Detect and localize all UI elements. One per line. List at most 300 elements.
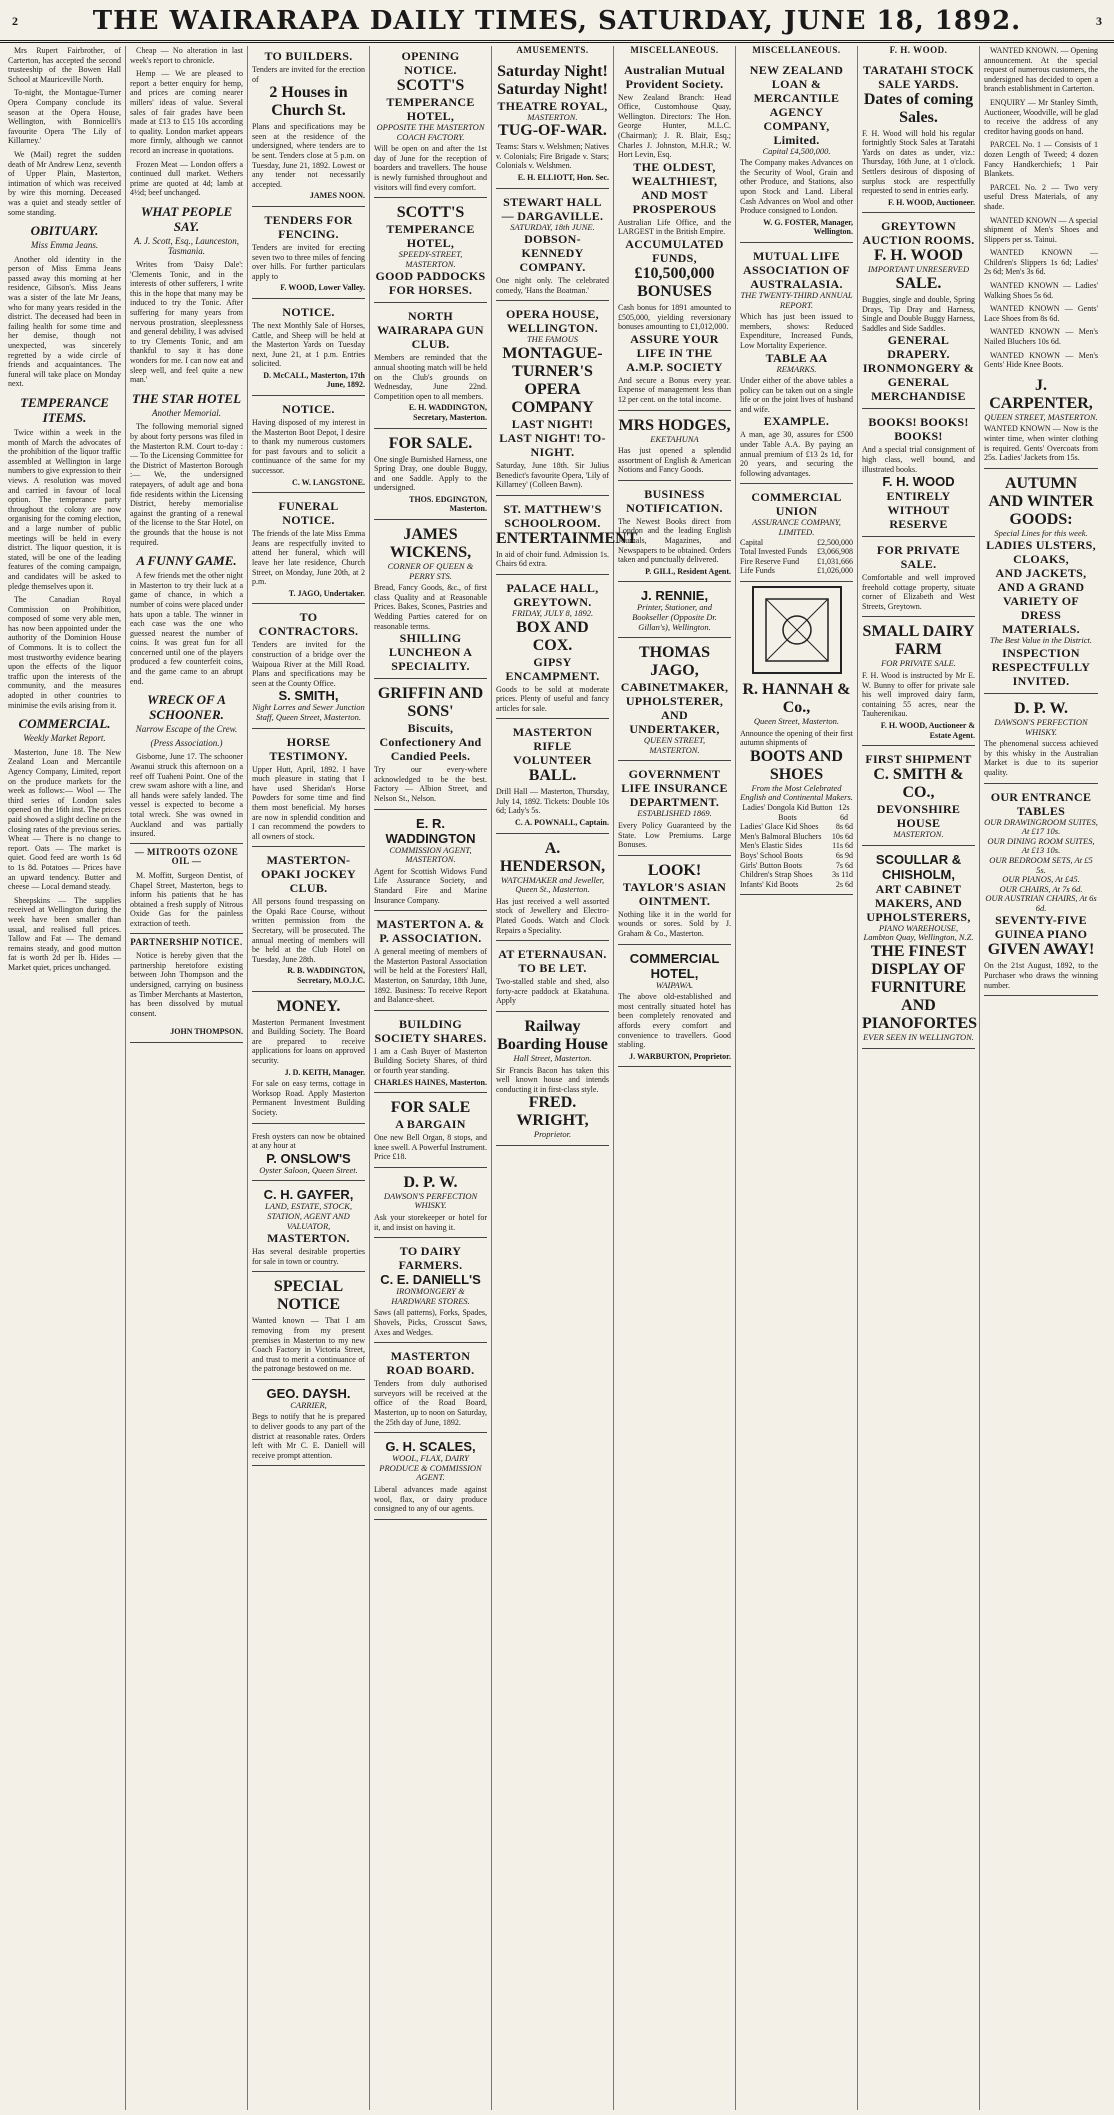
ad-signature: J. WARBURTON, Proprietor. <box>629 1051 731 1061</box>
price-value: 2s 6d <box>835 879 853 889</box>
ad-heading: — MITROOTS OZONE OIL — <box>134 846 239 867</box>
ad-headline: Saturday Night! Saturday Night! <box>497 62 608 98</box>
ad-subtitle: The Best Value in the District. <box>990 635 1092 646</box>
ad-autumn-winter <box>984 472 1098 694</box>
ad-subtitle: From the Most Celebrated English and Continental Makers. <box>740 782 853 803</box>
ad-body: Try our every-where acknowledged to be the best. Factory — Albion Street, and Nelson St., Nelson. <box>374 765 487 803</box>
ad-heading: DOBSON-KENNEDY COMPANY. <box>519 232 586 275</box>
news-item: Hemp — We are pleased to report a better enquiry for hemp, and prices are coming nearer millers' ideas of value. Several sales of fair grades have been made at £13 to £15 10s according to quality. London market appears more firmly, although we cannot record an increase in quotations. <box>130 69 243 155</box>
table-row <box>740 557 853 567</box>
ad-body: One single Burnished Harness, one Spring Dray, one double Buggy, and one Saddle. Apply to the undersigned. <box>374 454 487 493</box>
ad-stewart-hall <box>496 192 609 302</box>
classified-item: PARCEL No. 1 — Consists of 1 dozen Length of Tweed; 4 dozen Fancy Handkerchiefs; 1 Pair Blankets. <box>984 140 1098 179</box>
ad-heading: NEW ZEALAND LOAN & MERCANTILE AGENCY COMPANY, Limited. <box>749 62 844 147</box>
ad-subtitle: TEMPERANCE HOTEL, <box>386 222 475 251</box>
ad-heading: BUSINESS NOTIFICATION. <box>626 486 723 515</box>
divider <box>130 933 243 934</box>
news-item: Frozen Meat — London offers a continued dull market. Wethers prime are quoted at 4d; lamb at 4½d; beef unchanged. <box>130 159 243 198</box>
column-heading-fh-wood: F. H. WOOD. <box>889 45 948 55</box>
ad-headline: AUTUMN <box>1005 474 1077 492</box>
table-row <box>740 566 853 576</box>
ad-body: Goods to be sold at moderate prices. Plenty of useful and fancy articles for sale. <box>496 684 609 713</box>
classified-item: WANTED KNOWN — Children's Slippers 1s 6d; Ladies' 2s 6d; Men's 3s 6d. <box>984 248 1098 277</box>
ad-body: Will be open on and after the 1st day of June for the reception of boarders and travellers. The house is newly furnished throughout and visitors will find every comfort. <box>374 144 487 192</box>
ad-palace-hall <box>496 578 609 719</box>
ad-headline: BONUSES <box>637 282 712 300</box>
ad-oysters <box>252 1127 365 1182</box>
ad-body: Having disposed of my interest in the Masterton Boot Depot, I desire to thank my numerous customers for past favours and to solicit a continuance of the same for my successor. <box>252 418 365 476</box>
column-8 <box>858 46 980 2110</box>
ad-subtitle: EVER SEEN IN WELLINGTON. <box>863 1032 974 1042</box>
ad-heading: SEVENTY-FIVE GUINEA PIANO <box>994 913 1088 942</box>
ad-body: New Zealand Branch: Head Office, Customhouse Quay, Wellington. Directors: The Hon. George Hunter, M.L.C. (Chairman); J. R. Blair, Esq.; Charles J. Johnston, M.H.R.; W. Hort Levin, Esq. <box>618 92 731 160</box>
classified-item: WANTED KNOWN — Men's Gents' Hide Knee Boots. <box>984 350 1098 370</box>
price-row <box>740 841 853 851</box>
ad-heading: BOOKS! BOOKS! BOOKS! <box>868 415 969 444</box>
row-value: £2,500,000 <box>817 537 853 547</box>
ad-business-name: MONTAGUE-TURNER'S OPERA COMPANY <box>502 344 603 416</box>
ad-st-matthews <box>496 499 638 575</box>
ad-business-name: D. P. W. <box>403 1173 458 1191</box>
ad-subtitle: ART CABINET MAKERS, AND UPHOLSTERERS, <box>866 881 971 924</box>
ad-headline: BOX AND COX. <box>516 618 589 654</box>
price-row <box>740 803 853 822</box>
section-heading-star-hotel: THE STAR HOTEL <box>131 390 242 406</box>
ad-heading: COMMERCIAL UNION <box>751 490 842 519</box>
ad-daniells <box>374 1241 487 1343</box>
ad-signature: E. H. WADDINGTON, Secretary, Masterton. <box>408 403 487 422</box>
ad-heading: GREYTOWN AUCTION ROOMS. <box>862 219 975 248</box>
ad-subtitle: IRONMONGERY & HARDWARE STORES. <box>391 1286 470 1306</box>
ad-subtitle: TAYLOR'S ASIAN OINTMENT. <box>622 879 727 908</box>
ad-dpw-whisky-2 <box>984 697 1098 784</box>
price-row <box>740 822 853 832</box>
article-body: Writes from 'Daisy Dale': 'Clements Tonic, and in the interests of other sufferers, I write this in the hope that many may be induced to try the Tonic. After suffering for many years from nervous prostration, sleeplessness and general debility, I was advised to try Clements Tonic, and am thankful to say it has done wonders for me. I can now eat and sleep well, and feel quite a new man.' <box>130 260 243 385</box>
ad-subtitle: FOR PRIVATE SALE. <box>881 658 956 669</box>
ad-subtitle: Printer, Stationer, and Bookseller (Opposite Dr. Gillan's), Wellington. <box>632 602 717 632</box>
ad-place: OPPOSITE THE MASTERTON COACH FACTORY. <box>376 122 485 142</box>
column-heading-amusements: AMUSEMENTS. <box>516 45 589 55</box>
ad-body: Sir Francis Bacon has taken this well known house and intends conducting it in first-class style. <box>496 1065 609 1094</box>
page-number-right: 3 <box>1096 14 1102 28</box>
news-item: Mrs Rupert Fairbrother, of Carterton, has accepted the second trusteeship of the Bowen Hall School at Mauriceville North. <box>8 46 121 84</box>
ad-body: The Newest Books direct from London and the leading English Journals, Magazines, and Newspapers to be obtained. Orders taken and punctually delivered. <box>618 516 731 565</box>
ad-body: Has just opened a splendid assortment of English & American Notions and Fancy Goods. <box>618 446 731 475</box>
price-value: 12s 6d <box>838 802 850 822</box>
ad-business-name: G. H. SCALES, <box>385 1439 476 1455</box>
ad-heading: TENDERS FOR FENCING. <box>264 212 353 241</box>
ad-heading: Australian Mutual Provident Society. <box>624 62 725 91</box>
ad-subtitle: DAWSON'S PERFECTION WHISKY. <box>994 716 1088 737</box>
ad-subtitle: COMMISSION AGENT, MASTERTON. <box>389 844 472 865</box>
ad-signature: FRED. WRIGHT, <box>516 1094 589 1130</box>
ad-body: Under either of the above tables a policy can be taken out on a single life or on the joint lives of husband and wife. <box>740 376 853 414</box>
ad-place: MASTERTON. <box>527 111 578 122</box>
ad-signature: JOHN THOMPSON. <box>170 1027 243 1037</box>
ad-body: Has several desirable properties for sale in town or country. <box>252 1247 365 1266</box>
ad-body: Ask your storekeeper or hotel for it, and insist on having it. <box>374 1213 487 1232</box>
ad-nz-loan-mercantile <box>740 60 853 243</box>
ad-subtitle: CORNER OF QUEEN & PERRY STS. <box>387 561 474 581</box>
ad-subtitle: THE FAMOUS <box>526 334 579 345</box>
news-item: We (Mail) regret the sudden death of Mr Andrew Lenz, seventh of Upper Plain, Masterton, intimation of which was received by wire this morning. Deceased was a quiet and steady settler of some standing. <box>8 149 121 217</box>
ad-government-insurance <box>618 764 731 855</box>
ad-body: In aid of choir fund. Admission 1s. Chairs 6d extra. <box>496 549 609 569</box>
ad-funeral-notice <box>252 496 365 604</box>
section-heading-funny-game: A FUNNY GAME. <box>136 553 237 569</box>
column-1 <box>4 46 126 2110</box>
ad-body: M. Moffitt, Surgeon Dentist, of Chapel Street, Masterton, begs to inform his patients that he has obtained a fresh supply of Nitrous Oxide Gas for the painless extraction of teeth. <box>130 870 243 928</box>
ad-subtitle: THE TWENTY-THIRD ANNUAL REPORT. <box>740 289 853 310</box>
ad-opera-house <box>496 304 609 495</box>
ad-body: Every Policy Guaranteed by the State. Low Premiums. Large Bonuses. <box>618 821 731 850</box>
column-2 <box>126 46 248 2110</box>
ad-notice <box>252 399 365 493</box>
ad-subtitle: WOOL, FLAX, DAIRY PRODUCE & COMMISSION AGENT. <box>379 1453 482 1483</box>
ad-daysh-carrier <box>252 1383 365 1467</box>
ad-subtitle: SATURDAY, 18th JUNE. <box>510 221 595 232</box>
ad-subtitle: UPHOLSTERER, <box>625 694 724 709</box>
ad-place: QUEEN STREET, MASTERTON. <box>643 735 706 755</box>
price-label: Children's Strap Shoes <box>740 870 813 880</box>
ad-heading: TO CONTRACTORS. <box>258 610 359 639</box>
ad-heading: ASSURE YOUR LIFE IN THE A.M.P. SOCIETY <box>626 331 723 374</box>
ad-business-name: E. R. WADDINGTON <box>385 815 476 846</box>
ad-heading: TO BE LET. <box>518 961 587 976</box>
list-item: OUR PIANOS, At £45. <box>1002 874 1080 885</box>
column-heading-miscellaneous: MISCELLANEOUS. <box>630 45 719 55</box>
ad-business-name: P. ONSLOW'S <box>266 1150 351 1166</box>
ad-heading: GOOD PADDOCKS FOR HORSES. <box>375 269 486 298</box>
ad-business-name: C. E. DANIELL'S <box>380 1272 481 1288</box>
ad-body: Comfortable and well improved freehold cottage property, situate corner of Elizabeth and West Streets, Greytown. <box>862 573 975 611</box>
ad-body: Saturday, June 18th. Sir Julius Benedict's favourite Opera, 'Lily of Killarney' (Colleen Bawn). <box>496 460 609 490</box>
ad-notice <box>252 302 365 396</box>
ad-subtitle: EKETAHUNA <box>650 433 699 444</box>
list-item: OUR DRAWINGROOM SUITES, At £17 10s. <box>984 816 1098 837</box>
ad-heading: EXAMPLE. <box>763 414 830 429</box>
ad-henderson <box>496 837 609 942</box>
masthead <box>0 0 1114 43</box>
ad-heading: OPERA HOUSE, WELLINGTON. <box>506 307 599 336</box>
ad-body: F. H. Wood is instructed by Mr E. W. Bunny to offer for private sale his well improved dairy farm, containing 55 acres, near the Tauherenikau. <box>862 671 975 719</box>
ad-mutual-life <box>740 246 853 485</box>
ad-subtitle: LAND, ESTATE, STOCK, STATION, AGENT AND VALUATOR, <box>265 1201 352 1231</box>
ad-body: Tenders are invited for the construction of a bridge over the Waipoua River at the Mill Road. Plans and specifications may be seen at the County Office. <box>252 640 365 688</box>
price-value: 11s 6d <box>832 841 853 851</box>
ad-subtitle: Hall Street, Masterton. <box>513 1053 592 1063</box>
ad-commercial-hotel <box>618 948 731 1068</box>
ad-headline: £10,500,000 <box>634 264 715 282</box>
ad-subtitle: DAWSON'S PERFECTION WHISKY. <box>383 1190 478 1211</box>
ad-signature: F. WOOD, Lower Valley. <box>280 283 365 293</box>
ad-body: Fresh oysters can now be obtained at any hour at <box>252 1131 365 1151</box>
ad-body: Saws (all patterns), Forks, Spades, Shovels, Picks, Crosscut Saws, Axes and Wedges. <box>374 1308 487 1337</box>
ad-heading: LADIES ULSTERS, CLOAKS, <box>986 538 1096 567</box>
ad-commercial-union <box>740 487 853 582</box>
ad-subtitle: ASSURANCE COMPANY, LIMITED. <box>752 517 841 538</box>
ad-subtitle: IMPORTANT UNRESERVED <box>867 264 970 275</box>
section-heading-commercial: COMMERCIAL. <box>18 716 111 732</box>
ad-body: Agent for Scottish Widows Fund Life Assurance Society, and Standard Fire and Marine Insurance Company. <box>374 866 487 905</box>
ad-subtitle: Night Lorres and Sewer Junction Staff, Queen Street, Masterton. <box>252 702 365 722</box>
ad-business-name: J. RENNIE, <box>640 588 709 604</box>
ad-headline: ENTIRELY WITHOUT RESERVE <box>886 489 951 532</box>
ad-business-name: J. CARPENTER, <box>989 376 1093 412</box>
ad-stock-sale-yards <box>862 60 975 214</box>
price-label: Men's Balmoral Bluchers <box>740 831 822 841</box>
row-value: £1,031,666 <box>817 556 853 566</box>
ad-signature: E. H. ELLIOTT, Hon. Sec. <box>517 172 609 182</box>
list-item: OUR AUSTRIAN CHAIRS, At 6s 6d. <box>985 893 1097 913</box>
ad-business-name: A. HENDERSON, <box>499 839 606 875</box>
ad-business-name: C. H. GAYFER, <box>263 1187 354 1203</box>
ad-heading: NORTH WAIRARAPA GUN CLUB. <box>377 309 484 352</box>
ad-heading: OUR ENTRANCE TABLES <box>990 789 1092 818</box>
price-row <box>740 861 853 871</box>
ad-heading: TARATAHI STOCK SALE YARDS. <box>863 62 974 91</box>
section-heading-wreck: WRECK OF A SCHOONER. <box>147 692 226 723</box>
ad-body: On the 21st August, 1892, to the Purchaser who draws the winning number. <box>984 961 1098 990</box>
ad-headline: FOR SALE <box>390 1099 471 1117</box>
ad-subtitle: QUEEN STREET, MASTERTON. <box>984 411 1098 422</box>
ad-carpenter <box>984 374 1098 469</box>
ad-body: Upper Hutt, April, 1892. I have much pleasure in stating that I have used Sheridan's Horse Powders for some time and find them most beneficial. My horses are now in splendid condition and I can recommend the powders to all owners of stock. <box>252 764 365 841</box>
article-body: Gisborne, June 17. The schooner Awanui struck this afternoon on a reef off Tuaheni Point. One of the crew swam ashore with a line, and all hands were safely landed. The vessel is expected to become a total wreck. She was owned in Auckland and was partially insured. <box>130 752 243 839</box>
ad-signature: F. H. WOOD, Auctioneer & Estate Agent. <box>880 721 975 740</box>
ad-body: For sale on easy terms, cottage in Worksop Road. Apply Masterton Permanent Investment Building Society. <box>252 1079 365 1117</box>
ad-signature: P. GILL, Resident Agent. <box>645 566 731 576</box>
ad-body: The Company makes Advances on the Security of Wool, Grain and other Produce, and Stations, also upon Stock and Land. Liberal Cash Advances on Wool and other Produce consigned to London. <box>740 158 853 216</box>
ad-waddington <box>374 813 487 912</box>
section-subheading: Another Memorial. <box>152 407 221 418</box>
article-body: The Canadian Royal Commission on Prohibition, composed of some very able men, has now been appointed under the authority of the Dominion House of Commons. It is to collect the most trustworthy evidence bearing upon the effects of the liquor traffic upon the interests of the community, and the measures adopted in other countries to minimise the evils arising from it. <box>8 595 121 710</box>
ad-heading: INSPECTION RESPECTFULLY INVITED. <box>991 645 1091 688</box>
row-value: £1,026,000 <box>817 566 853 576</box>
article-body: Masterton, June 18. The New Zealand Loan and Mercantile Agency Company, Limited, report on the produce markets for the week as follows:— Wool — The third series of London sales opened on the 16th inst. The prices paid showed a slight decline on the closing rates of the previous series. Wheat — There is no change to report. Oats — The market is quiet. Good feed are worth 1s 6d to 1s 8d. Potatoes — Prices have an upward tendency. Butter and cheese — Local demand steady. <box>8 747 121 892</box>
ad-subtitle: DEVONSHIRE HOUSE <box>876 802 961 831</box>
ad-body: A general meeting of members of the Masterton Pastoral Association will be held at the Foresters' Hall, Masterton, on Saturday, 18th June, 1892. Business: To receive Report and Balance-sheet. <box>374 947 487 1005</box>
ad-for-sale <box>374 432 487 521</box>
price-value: 6s 9d <box>835 850 853 860</box>
ad-heading: MASTERTON RIFLE VOLUNTEER <box>512 725 593 768</box>
ad-heading: AND JACKETS, <box>995 566 1087 581</box>
ad-body: And secure a Bonus every year. Expense of management less than 12 per cent. on the total income. <box>618 375 731 404</box>
ad-heading: ST. MATTHEW'S SCHOOLROOM. <box>503 501 602 530</box>
ad-furniture-prices <box>984 787 1098 997</box>
newspaper-title: THE WAIRARAPA DAILY TIMES, SATURDAY, JUNE 18, 1892. <box>92 6 1022 36</box>
ad-signature: R. B. WADDINGTON, Secretary, M.O.J.C. <box>287 966 365 986</box>
ad-heading: STEWART HALL — DARGAVILLE. <box>501 194 604 223</box>
ad-body: Tenders are invited for erecting seven two to three miles of fencing over hills. For further particulars apply to <box>252 242 365 281</box>
ad-place: Lambton Quay, Wellington, N.Z. <box>863 932 974 943</box>
ad-headline: LOOK! <box>647 861 702 879</box>
ad-body: And a special trial consignment of high class, well bound, and illustrated books. <box>862 445 975 474</box>
ad-heading: FIRST SHIPMENT <box>865 752 972 767</box>
ad-headline: SPECIAL NOTICE <box>273 1278 344 1314</box>
ad-headline: FOR SALE. <box>388 434 473 452</box>
ad-hannah-boots <box>740 678 853 895</box>
ad-headline: Dates of coming Sales. <box>863 90 974 126</box>
ad-business-name: SCOTT'S <box>396 204 465 222</box>
ad-subtitle: AND UNDERTAKER, <box>629 708 720 737</box>
price-row <box>740 880 853 890</box>
ad-heading: ACCUMULATED FUNDS, <box>625 236 724 265</box>
ad-headline: BALL. <box>528 767 577 785</box>
ad-headline: 2 Houses in Church St. <box>269 84 348 120</box>
ad-subtitle: Capital £4,500,000. <box>762 145 831 156</box>
ad-signature: J. D. KEITH, Manager. <box>284 1067 365 1077</box>
ad-place: SPEEDY-STREET, MASTERTON. <box>398 249 463 269</box>
price-label: Infants' Kid Boots <box>740 879 799 889</box>
ad-to-let <box>496 944 609 1012</box>
ad-subtitle: Queen Street, Masterton. <box>753 716 840 726</box>
price-value: 3s 11d <box>832 870 853 880</box>
ad-gun-club <box>374 306 487 428</box>
ad-heading: THE OLDEST, WEALTHIEST, AND MOST PROSPEROUS <box>631 159 718 216</box>
ad-signature: D. McCALL, Masterton, 17th June, 1892. <box>263 370 365 390</box>
ad-gayfer <box>252 1184 365 1272</box>
ad-body: WANTED KNOWN — Now is the winter time, when winter clothing is required. Gents' Overcoats from 25s. Ladies' Jackets from 15s. <box>984 424 1098 463</box>
ad-body: Bread, Fancy Goods, &c., of first class Quality and at Reasonable Prices. Bakes, Scones, Pastries and Wedding Parties catered for on reasonable terms. <box>374 583 487 631</box>
ad-signature: W. G. FOSTER, Manager, Wellington. <box>763 217 853 237</box>
ad-contractors <box>252 607 365 728</box>
ad-business-name: SCOULLAR & CHISHOLM, <box>875 851 962 882</box>
ad-c-smith <box>862 749 975 846</box>
ad-association-meeting <box>374 914 487 1011</box>
logo-graphic-icon <box>762 595 832 665</box>
ad-headline: ENTERTAINMENT <box>496 529 638 547</box>
ad-signature: T. JAGO, Undertaker. <box>288 588 365 598</box>
table-row <box>740 538 853 548</box>
price-value: 7s 6d <box>835 860 853 870</box>
ad-rennie <box>618 585 731 638</box>
ad-body: The next Monthly Sale of Horses, Cattle, and Sheep will be held at the Masterton Yards on Tuesday next, June 21, at 1 p.m. Entries solicited. <box>252 320 365 369</box>
column-6 <box>614 46 736 2110</box>
column-3 <box>248 46 370 2110</box>
ad-heading: AT ETERNAUSAN. <box>498 947 607 962</box>
ad-scotts-hotel <box>374 46 487 198</box>
ad-private-sale <box>862 540 975 617</box>
ad-signature: F. H. WOOD, Auctioneer. <box>887 197 975 207</box>
ad-subtitle: ESTABLISHED 1869. <box>637 808 712 819</box>
ad-subtitle: TEMPERANCE HOTEL, <box>386 95 475 123</box>
ad-business-name: SCOTT'S <box>396 77 465 94</box>
article-body: The following memorial signed by about forty persons was filed in the Masterton R.M. Court to-day :— To the Licensing Committee for the District of Masterton Borough :— We, the undersigned ratepayers, of adult age and bona fide residents within the Licensing District, hereby memorialise against the granting of a renewal of the license to the Star Hotel, on the grounds that the house is not required. <box>130 422 243 547</box>
section-heading-obituary: OBITUARY. <box>30 223 99 239</box>
ad-heading: SHILLING LUNCHEON A SPECIALITY. <box>388 631 473 674</box>
ad-signature: CHARLES HAINES, Masterton. <box>374 1077 487 1087</box>
classified-item: PARCEL No. 2 — Two very useful Dress Materials, of any shade. <box>984 182 1098 211</box>
ad-business-name: S. SMITH, <box>278 688 339 704</box>
ad-heading: BUILDING SOCIETY SHARES. <box>374 1016 487 1045</box>
ad-headline: AND WINTER GOODS: <box>988 492 1094 528</box>
section-heading-temperance: TEMPERANCE ITEMS. <box>20 395 109 425</box>
news-item: To-night, the Montague-Turner Opera Company conclude its season at the Opera House, Wellington, with Bonnicelli's favourite Opera 'The Lily of Killarney.' <box>8 88 121 146</box>
ad-amp-society <box>618 60 731 411</box>
ad-body: Drill Hall — Masterton, Thursday, July 14, 1892. Tickets: Double 10s 6d; Lady's 5s. <box>496 787 609 816</box>
column-5 <box>492 45 638 2110</box>
ad-body: Australian Life Office, and the LARGEST in the British Empire. <box>618 217 731 237</box>
ad-heading: NOTICE. <box>282 402 335 417</box>
ad-heading: OPENING NOTICE. <box>401 49 460 77</box>
classified-item: WANTED KNOWN — Gents' Lace Shoes from 8s 6d. <box>984 304 1098 323</box>
ad-body: Buggies, single and double, Spring Drays, Tip Dray and Harness, Single and Double Buggy Harness, Saddles and Side Saddles. <box>862 294 975 333</box>
column-7 <box>736 46 858 2110</box>
section-subheading: A. J. Scott, Esq., Launceston, Tasmania. <box>134 235 239 256</box>
section-subheading: Weekly Market Report. <box>23 733 106 744</box>
ad-business-name: MRS HODGES, <box>618 416 731 434</box>
price-row <box>740 870 853 880</box>
ad-heading: LAST NIGHT! LAST NIGHT! TO-NIGHT. <box>499 416 606 459</box>
divider <box>130 843 243 844</box>
ad-saturday-night <box>496 60 609 189</box>
ad-body: F. H. Wood will hold his regular fortnightly Stock Sales at Taratahi Yards on dates as under, viz.: Thursday, 16th June, at 1 o'clock. Settlers desirous of disposing of surplus stock are respectfully requested to send in entries early. <box>862 128 975 196</box>
ad-tender-fencing <box>252 210 365 299</box>
ad-rifle-ball <box>496 722 609 833</box>
row-label: Capital <box>740 537 764 547</box>
ad-jockey-club <box>252 850 365 991</box>
ad-heading: TABLE AA <box>765 350 828 365</box>
ad-business-name: JAMES WICKENS, <box>389 526 472 562</box>
ad-heading: PARTNERSHIP NOTICE. <box>130 936 243 947</box>
row-label: Life Funds <box>740 566 775 576</box>
ad-heading: GIPSY ENCAMPMENT. <box>505 654 600 683</box>
price-label: Ladies' Dongola Kid Button Boots <box>742 802 833 822</box>
ad-business-notification <box>618 484 731 583</box>
ad-subtitle: WATCHMAKER and Jeweller, Queen St., Masterton. <box>500 874 605 895</box>
ad-body: Notice is hereby given that the partnership heretofore existing between John Thompson and the undersigned, carrying on business as Timber Merchants at Masterton, has been dissolved by mutual consent. <box>130 951 243 1018</box>
article-body: A few friends met the other night in Masterton to try their luck at a game of chance, in which a number of coins were placed under hats upon a table. The winner in each case was the one who guessed nearest the number of coins. It was great fun for all concerned until one of the players produced a few counterfeit coins, and the game came to an abrupt end. <box>130 571 243 686</box>
page-number-left: 2 <box>12 14 18 28</box>
ad-subtitle: FRIDAY, JULY 8, 1892. <box>511 607 594 618</box>
table-row <box>740 547 853 557</box>
ad-heading: GENERAL DRAPERY. <box>887 333 950 362</box>
ad-subtitle: CARRIER, <box>290 1399 327 1410</box>
ad-horse-testimony <box>252 732 365 848</box>
article-body: Twice within a week in the month of March the advocates of the prohibition of the liquor traffic assembled at Wellington in large numbers to give expression to their views. A resolution was moved and carried in favour of local option. The temperance party throughout the colony are now organising for the coming election, and a large number of public meetings will be held in every district. The liquor question, it is stated, will be one of the leading features of the coming campaign, and candidates will be asked to pledge themselves upon it. <box>8 428 121 591</box>
ad-signature: JAMES NOON. <box>309 191 365 201</box>
ad-business-name: GEO. DAYSH. <box>266 1385 351 1401</box>
ad-body: Members are reminded that the annual shooting match will be held on the Club's grounds on Wednesday, June 22nd. Competition open to all members. <box>374 353 487 401</box>
row-label: Fire Reserve Fund <box>740 556 800 566</box>
ad-body: The above old-established and most centrally situated hotel has been completely renovated and affords every comfort and convenience to travellers. Good stabling. <box>618 992 731 1050</box>
ad-body: Tenders are invited for the erection of <box>252 65 365 84</box>
column-4 <box>370 46 492 2110</box>
ad-body: Teams: Stars v. Welshmen; Natives v. Colonials; Fire Brigade v. Stars; Colonials v. Welshmen. <box>496 142 609 171</box>
ad-heading: HORSE TESTIMONY. <box>269 734 348 763</box>
ad-scales <box>374 1436 487 1520</box>
classified-item: WANTED KNOWN — Men's Nailed Bluchers 10s 6d. <box>984 327 1098 347</box>
section-heading-testimony: WHAT PEOPLE SAY. <box>140 203 233 234</box>
ad-signature: C. A. POWNALL, Captain. <box>514 818 609 828</box>
price-label: Ladies' Glace Kid Shoes <box>740 822 819 832</box>
row-label: Total Invested Funds <box>740 547 807 557</box>
ad-body: Two-stalled stable and shed, also forty-acre paddock at Ekatahuna. Apply <box>496 977 609 1006</box>
ad-thomas-jago <box>618 641 731 761</box>
ad-body: A man, age 30, assures for £500 under Table A.A. By paying an annual premium of £13 2s 1d, for 20 years, and securing the following advantages. <box>740 430 853 478</box>
ad-subtitle: Special Lines for this week. <box>994 527 1088 538</box>
column-9 <box>980 46 1102 2110</box>
ad-money <box>252 995 365 1124</box>
ad-railway-boarding <box>496 1015 609 1146</box>
ad-body: Plans and specifications may be seen at the residence of the undersigned, where tenders are to be sent. Tenders close at 5 p.m. on Tuesday, June 21, 1892. Lowest or any tender not necessarily accepted. <box>252 122 365 189</box>
ad-heading: TO DAIRY FARMERS. <box>398 1244 463 1273</box>
ad-headline: SMALL DAIRY FARM <box>862 623 975 659</box>
ad-headline: BOOTS AND SHOES <box>750 747 843 783</box>
article-body: Sheepskins — The supplies received at Wellington during the week have been smaller than usual, and realised full prices. Tallow and Fat — The demand remains steady, and good mutton fat is worth 2d per lb. Hides — Market quiet, prices unchanged. <box>8 895 121 972</box>
ad-scoullar-chisholm <box>862 849 978 1049</box>
